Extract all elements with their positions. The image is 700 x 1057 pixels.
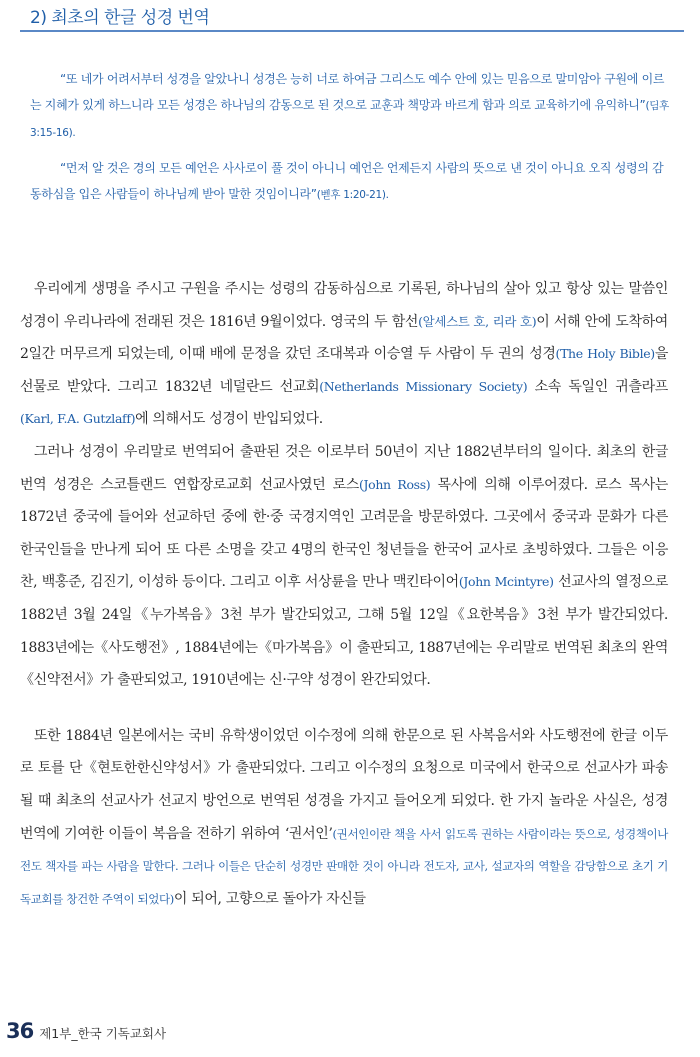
- quote-text: “먼저 알 것은 경의 모든 예언은 사사로이 풀 것이 아니니 예언은 언제든지 사람의 뜻으로 낸 것이 아니요 오직 성령의 감동하심을 입은 사람들이 하나님께 받아 말한 것임이니라”: [30, 161, 664, 201]
- quote-2-peter: [30, 155, 670, 208]
- page-number: 36: [6, 1019, 34, 1043]
- text-run: 소속 독일인 귀츨라프: [527, 378, 668, 395]
- heading-divider: [20, 30, 684, 32]
- text-run: 을 선물로 받았다. 그리고 1832년 네덜란드 선교회: [20, 346, 668, 395]
- quote-citation: (딤후 3:15-16).: [30, 100, 669, 139]
- paragraph-2: [20, 436, 668, 697]
- gutzlaff-name-note: (Karl, F.A. Gutzlaff): [20, 411, 136, 427]
- body-text: [20, 273, 668, 915]
- mcintyre-name-note: (John Mcintyre): [458, 574, 554, 590]
- society-name-note: (Netherlands Missionary Society): [319, 378, 528, 394]
- quote-2-timothy: [30, 66, 670, 146]
- ross-name-note: (John Ross): [358, 476, 431, 492]
- page-footer: [6, 1019, 166, 1043]
- text-run: 이 되어, 고향으로 돌아가 자신들: [173, 890, 366, 907]
- text-run: 또한 1884년 일본에서는 국비 유학생이었던 이수정에 의해 한문으로 된 사복음서와 사도행전에 한글 이두로 토를 단《현토한한신약성서》가 출판되었다. 그리고 이수정의 요청으로 미국에서 한국으로 선교사가 파송될 때 최초의 선교사가 선교지 방언으로 번역된 성경을 가지고 들어오게 되었다. 한 가지 놀라운 사실은, 성경 번역에 기여한 이들이 복음을 전하기 위하여 ‘권서인’: [20, 727, 668, 842]
- text-run: 에 의해서도 성경이 반입되었다.: [135, 411, 323, 428]
- bible-title-note: (The Holy Bible): [555, 346, 655, 362]
- text-run: 우리에게 생명을 주시고 구원을 주시는 성령의 감동하심으로 기록된, 하나님의 살아 있고 항상 있는 말씀인 성경이 우리나라에 전래된 것은 1816년 9월이었다. 영국의 두 함선: [20, 281, 668, 330]
- paragraph-1: [20, 273, 668, 436]
- colporteur-definition-note: (권서인이란 책을 사서 읽도록 권하는 사람이라는 뜻으로, 성경책이나 전도 책자를 파는 사람을 말한다. 그러나 이들은 단순히 성경만 판매한 것이 아니라 전도자, 교사, 설교자의 역할을 감당함으로 초기 기독교회를 창건한 주역이 되었다): [20, 826, 668, 906]
- text-run: 목사에 의해 이루어졌다. 로스 목사는 1872년 중국에 들어와 선교하던 중에 한·중 국경지역인 고려문을 방문하였다. 그곳에서 중국과 문화가 다른 한국인들을 만나게 되어 또 다른 소명을 갖고 4명의 한국인 청년들을 한국어 교사로 초빙하였다. 그들은 이응찬, 백홍준, 김진기, 이성하 등이다. 그리고 이후 서상륜을 만나 맥킨타이어: [20, 476, 668, 591]
- scripture-quotes: [30, 66, 670, 208]
- quote-text: “또 네가 어려서부터 성경을 알았나니 성경은 능히 너로 하여금 그리스도 예수 안에 있는 믿음으로 말미암아 구원에 이르는 지혜가 있게 하느니라 모든 성경은 하나님의 감동으로 된 것으로 교훈과 책망과 바르게 함과 의로 교육하기에 유익하니”: [30, 72, 665, 112]
- running-footer-label: 제1부_한국 기독교회사: [39, 1026, 167, 1041]
- text-run: 선교사의 열정으로 1882년 3월 24일《누가복음》3천 부가 발간되었고, 그해 5월 12일《요한복음》3천 부가 발간되었다. 1883년에는《사도행전》, 1884년에는《마가복음》이 출판되고, 1887년에는 우리말로 번역된 최초의 완역《신약전서》가 출판되었고, 1910년에는 신·구약 성경이 완간되었다.: [20, 574, 669, 689]
- ship-names-note: (알세스트 호, 리라 호): [418, 313, 537, 329]
- text-run: 이 서해 안에 도착하여 2일간 머무르게 되었는데, 이때 배에 문정을 갔던 조대복과 이승열 두 사람이 두 권의 성경: [20, 313, 668, 363]
- quote-citation: (벧후 1:20-21).: [316, 189, 389, 201]
- paragraph-3: [20, 720, 668, 916]
- section-heading: 2) 최초의 한글 성경 번역: [30, 8, 210, 28]
- text-run: 그러나 성경이 우리말로 번역되어 출판된 것은 이로부터 50년이 지난 1882년부터의 일이다. 최초의 한글 번역 성경은 스코틀랜드 연합장로교회 선교사였던 로스: [20, 443, 668, 493]
